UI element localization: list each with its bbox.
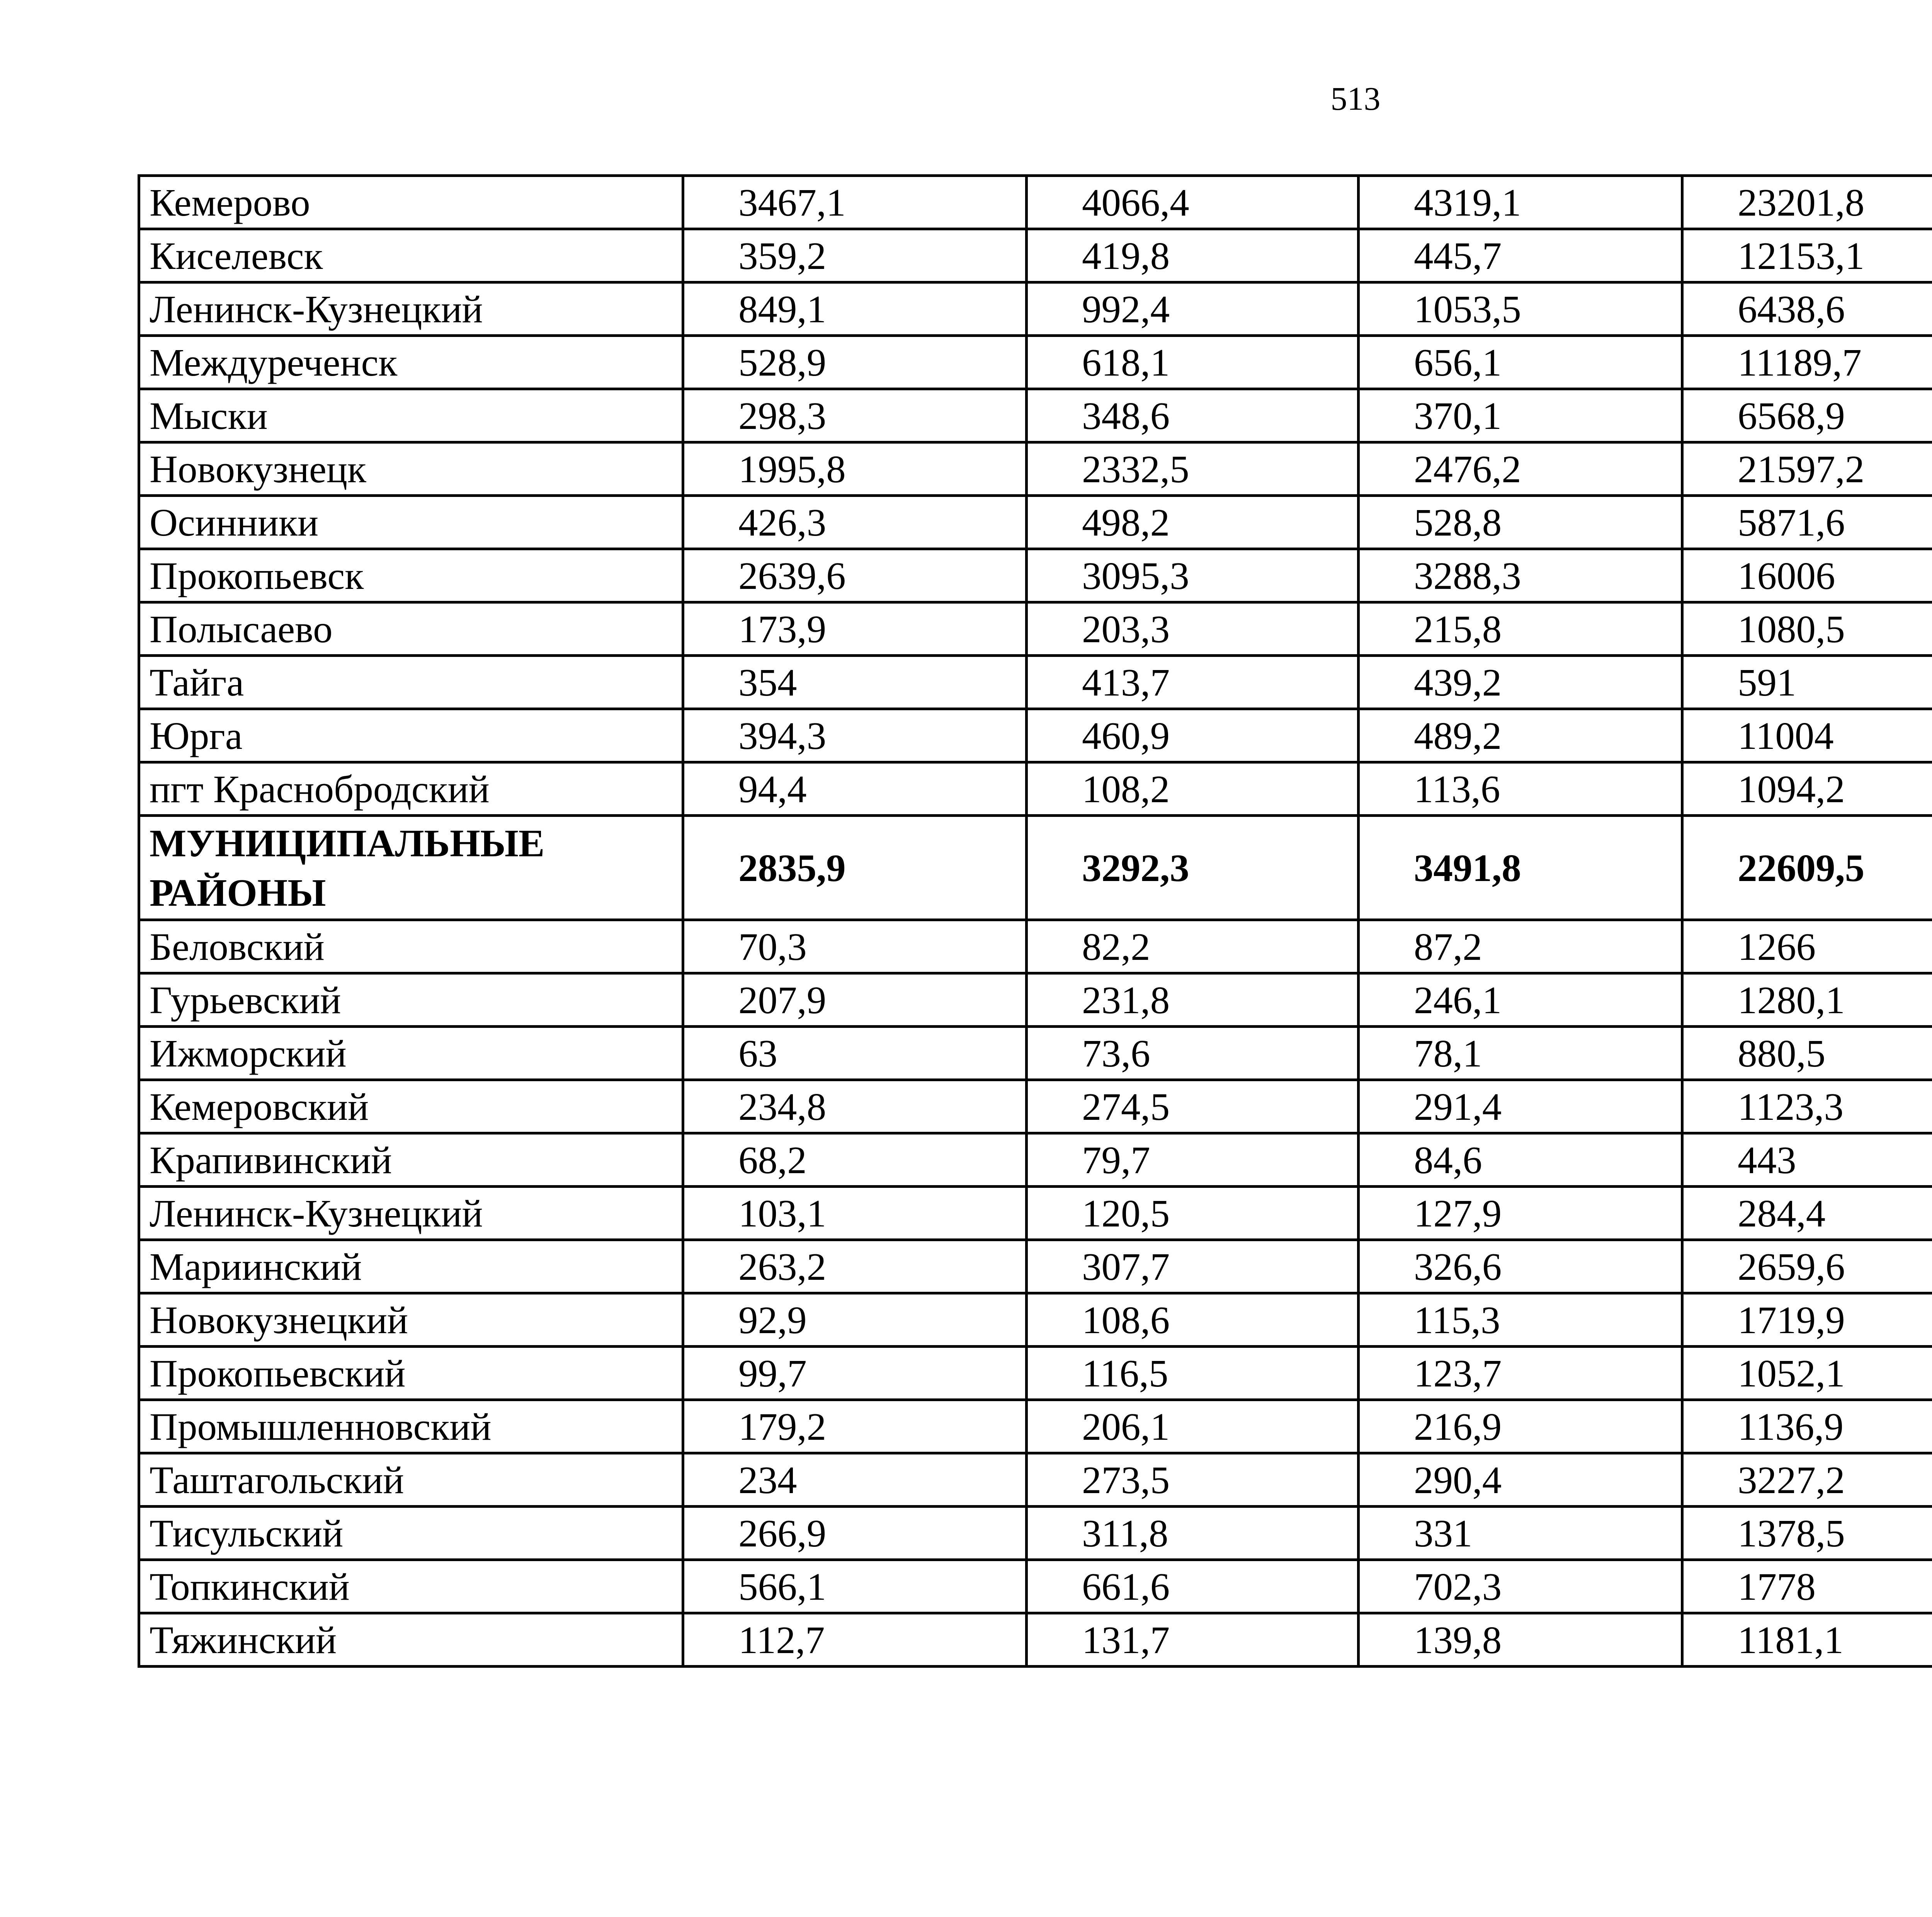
row-name-cell: Междуреченск bbox=[139, 336, 683, 389]
table-body bbox=[139, 176, 1932, 1667]
value-cell: 5871,6 bbox=[1682, 496, 1932, 549]
value-cell: 108,2 bbox=[1027, 762, 1359, 816]
value-cell: 234 bbox=[683, 1453, 1027, 1507]
table-row bbox=[139, 656, 1932, 709]
table-row bbox=[139, 1453, 1932, 1507]
table-row bbox=[139, 762, 1932, 816]
value-cell: 1719,9 bbox=[1682, 1293, 1932, 1347]
table-row bbox=[139, 336, 1932, 389]
row-name-cell: Тяжинский bbox=[139, 1613, 683, 1667]
table-row bbox=[139, 709, 1932, 762]
table-row bbox=[139, 1560, 1932, 1613]
value-cell: 120,5 bbox=[1027, 1187, 1359, 1240]
row-name-cell: Ижморский bbox=[139, 1027, 683, 1080]
row-name-cell: Полысаево bbox=[139, 602, 683, 656]
table-row bbox=[139, 1347, 1932, 1400]
data-table bbox=[138, 174, 1932, 1668]
value-cell: 284,4 bbox=[1682, 1187, 1932, 1240]
value-cell: 216,9 bbox=[1359, 1400, 1682, 1453]
value-cell: 127,9 bbox=[1359, 1187, 1682, 1240]
value-cell: 112,7 bbox=[683, 1613, 1027, 1667]
value-cell: 489,2 bbox=[1359, 709, 1682, 762]
value-cell: 290,4 bbox=[1359, 1453, 1682, 1507]
row-name-cell: Тисульский bbox=[139, 1507, 683, 1560]
value-cell: 113,6 bbox=[1359, 762, 1682, 816]
value-cell: 3467,1 bbox=[683, 176, 1027, 229]
value-cell: 82,2 bbox=[1027, 920, 1359, 973]
row-name-cell: Прокопьевск bbox=[139, 549, 683, 602]
table-row bbox=[139, 1240, 1932, 1293]
value-cell: 370,1 bbox=[1359, 389, 1682, 442]
value-cell: 426,3 bbox=[683, 496, 1027, 549]
value-cell: 298,3 bbox=[683, 389, 1027, 442]
value-cell: 528,8 bbox=[1359, 496, 1682, 549]
value-cell: 566,1 bbox=[683, 1560, 1027, 1613]
value-cell: 291,4 bbox=[1359, 1080, 1682, 1133]
value-cell: 116,5 bbox=[1027, 1347, 1359, 1400]
value-cell: 123,7 bbox=[1359, 1347, 1682, 1400]
row-name-cell: Новокузнецкий bbox=[139, 1293, 683, 1347]
row-name-cell: Тайга bbox=[139, 656, 683, 709]
value-cell: 661,6 bbox=[1027, 1560, 1359, 1613]
table-row bbox=[139, 1080, 1932, 1133]
table-row bbox=[139, 496, 1932, 549]
value-cell: 92,9 bbox=[683, 1293, 1027, 1347]
row-name-cell: пгт Краснобродский bbox=[139, 762, 683, 816]
value-cell: 70,3 bbox=[683, 920, 1027, 973]
table-row bbox=[139, 1027, 1932, 1080]
row-name-cell: Кемеровский bbox=[139, 1080, 683, 1133]
table-row bbox=[139, 1400, 1932, 1453]
value-cell: 331 bbox=[1359, 1507, 1682, 1560]
value-cell: 3491,8 bbox=[1359, 816, 1682, 920]
page-number: 513 bbox=[1330, 80, 1381, 117]
value-cell: 439,2 bbox=[1359, 656, 1682, 709]
value-cell: 348,6 bbox=[1027, 389, 1359, 442]
table-row bbox=[139, 442, 1932, 496]
table-row bbox=[139, 229, 1932, 282]
value-cell: 1094,2 bbox=[1682, 762, 1932, 816]
row-name-cell: Ленинск-Кузнецкий bbox=[139, 1187, 683, 1240]
value-cell: 1080,5 bbox=[1682, 602, 1932, 656]
value-cell: 1052,1 bbox=[1682, 1347, 1932, 1400]
value-cell: 6438,6 bbox=[1682, 282, 1932, 336]
row-name-cell: Юрга bbox=[139, 709, 683, 762]
value-cell: 73,6 bbox=[1027, 1027, 1359, 1080]
value-cell: 78,1 bbox=[1359, 1027, 1682, 1080]
value-cell: 1266 bbox=[1682, 920, 1932, 973]
value-cell: 2476,2 bbox=[1359, 442, 1682, 496]
value-cell: 992,4 bbox=[1027, 282, 1359, 336]
value-cell: 87,2 bbox=[1359, 920, 1682, 973]
row-name-cell: Таштагольский bbox=[139, 1453, 683, 1507]
value-cell: 460,9 bbox=[1027, 709, 1359, 762]
value-cell: 115,3 bbox=[1359, 1293, 1682, 1347]
row-name-cell: Мариинский bbox=[139, 1240, 683, 1293]
value-cell: 11004 bbox=[1682, 709, 1932, 762]
value-cell: 79,7 bbox=[1027, 1133, 1359, 1187]
value-cell: 849,1 bbox=[683, 282, 1027, 336]
value-cell: 2639,6 bbox=[683, 549, 1027, 602]
value-cell: 11189,7 bbox=[1682, 336, 1932, 389]
table-row bbox=[139, 282, 1932, 336]
value-cell: 1995,8 bbox=[683, 442, 1027, 496]
table-row bbox=[139, 1187, 1932, 1240]
value-cell: 3292,3 bbox=[1027, 816, 1359, 920]
value-cell: 203,3 bbox=[1027, 602, 1359, 656]
value-cell: 99,7 bbox=[683, 1347, 1027, 1400]
table-row bbox=[139, 1293, 1932, 1347]
table-row bbox=[139, 1133, 1932, 1187]
value-cell: 179,2 bbox=[683, 1400, 1027, 1453]
value-cell: 1123,3 bbox=[1682, 1080, 1932, 1133]
value-cell: 84,6 bbox=[1359, 1133, 1682, 1187]
value-cell: 207,9 bbox=[683, 973, 1027, 1027]
value-cell: 445,7 bbox=[1359, 229, 1682, 282]
value-cell: 443 bbox=[1682, 1133, 1932, 1187]
table-row bbox=[139, 816, 1932, 920]
row-name-cell: Новокузнецк bbox=[139, 442, 683, 496]
value-cell: 394,3 bbox=[683, 709, 1027, 762]
value-cell: 68,2 bbox=[683, 1133, 1027, 1187]
value-cell: 3227,2 bbox=[1682, 1453, 1932, 1507]
value-cell: 359,2 bbox=[683, 229, 1027, 282]
table-row bbox=[139, 1507, 1932, 1560]
row-name-cell: Промышленновский bbox=[139, 1400, 683, 1453]
table-row bbox=[139, 973, 1932, 1027]
value-cell: 1280,1 bbox=[1682, 973, 1932, 1027]
value-cell: 263,2 bbox=[683, 1240, 1027, 1293]
value-cell: 618,1 bbox=[1027, 336, 1359, 389]
value-cell: 591 bbox=[1682, 656, 1932, 709]
value-cell: 2835,9 bbox=[683, 816, 1027, 920]
row-name-cell: Беловский bbox=[139, 920, 683, 973]
row-name-cell: Мыски bbox=[139, 389, 683, 442]
table-row bbox=[139, 1613, 1932, 1667]
value-cell: 880,5 bbox=[1682, 1027, 1932, 1080]
row-name-cell: Крапивинский bbox=[139, 1133, 683, 1187]
table-row bbox=[139, 176, 1932, 229]
row-name-cell: Топкинский bbox=[139, 1560, 683, 1613]
value-cell: 273,5 bbox=[1027, 1453, 1359, 1507]
table-row bbox=[139, 389, 1932, 442]
value-cell: 1053,5 bbox=[1359, 282, 1682, 336]
value-cell: 108,6 bbox=[1027, 1293, 1359, 1347]
row-name-cell: МУНИЦИПАЛЬНЫЕ РАЙОНЫ bbox=[139, 816, 683, 920]
value-cell: 266,9 bbox=[683, 1507, 1027, 1560]
value-cell: 16006 bbox=[1682, 549, 1932, 602]
row-name-cell: Прокопьевский bbox=[139, 1347, 683, 1400]
table-row bbox=[139, 920, 1932, 973]
value-cell: 419,8 bbox=[1027, 229, 1359, 282]
value-cell: 702,3 bbox=[1359, 1560, 1682, 1613]
value-cell: 206,1 bbox=[1027, 1400, 1359, 1453]
value-cell: 326,6 bbox=[1359, 1240, 1682, 1293]
row-name-cell: Ленинск-Кузнецкий bbox=[139, 282, 683, 336]
value-cell: 656,1 bbox=[1359, 336, 1682, 389]
value-cell: 63 bbox=[683, 1027, 1027, 1080]
value-cell: 3288,3 bbox=[1359, 549, 1682, 602]
value-cell: 1136,9 bbox=[1682, 1400, 1932, 1453]
value-cell: 498,2 bbox=[1027, 496, 1359, 549]
row-name-cell: Гурьевский bbox=[139, 973, 683, 1027]
value-cell: 2332,5 bbox=[1027, 442, 1359, 496]
row-name-cell: Осинники bbox=[139, 496, 683, 549]
value-cell: 94,4 bbox=[683, 762, 1027, 816]
value-cell: 23201,8 bbox=[1682, 176, 1932, 229]
value-cell: 103,1 bbox=[683, 1187, 1027, 1240]
row-name-cell: Киселевск bbox=[139, 229, 683, 282]
value-cell: 4319,1 bbox=[1359, 176, 1682, 229]
value-cell: 311,8 bbox=[1027, 1507, 1359, 1560]
value-cell: 1778 bbox=[1682, 1560, 1932, 1613]
value-cell: 173,9 bbox=[683, 602, 1027, 656]
value-cell: 6568,9 bbox=[1682, 389, 1932, 442]
table-row bbox=[139, 602, 1932, 656]
value-cell: 231,8 bbox=[1027, 973, 1359, 1027]
value-cell: 354 bbox=[683, 656, 1027, 709]
table-row bbox=[139, 549, 1932, 602]
row-name-cell: Кемерово bbox=[139, 176, 683, 229]
value-cell: 139,8 bbox=[1359, 1613, 1682, 1667]
value-cell: 246,1 bbox=[1359, 973, 1682, 1027]
value-cell: 22609,5 bbox=[1682, 816, 1932, 920]
value-cell: 274,5 bbox=[1027, 1080, 1359, 1133]
value-cell: 2659,6 bbox=[1682, 1240, 1932, 1293]
value-cell: 21597,2 bbox=[1682, 442, 1932, 496]
value-cell: 234,8 bbox=[683, 1080, 1027, 1133]
value-cell: 1378,5 bbox=[1682, 1507, 1932, 1560]
value-cell: 131,7 bbox=[1027, 1613, 1359, 1667]
value-cell: 215,8 bbox=[1359, 602, 1682, 656]
value-cell: 4066,4 bbox=[1027, 176, 1359, 229]
value-cell: 528,9 bbox=[683, 336, 1027, 389]
value-cell: 413,7 bbox=[1027, 656, 1359, 709]
value-cell: 12153,1 bbox=[1682, 229, 1932, 282]
value-cell: 307,7 bbox=[1027, 1240, 1359, 1293]
value-cell: 1181,1 bbox=[1682, 1613, 1932, 1667]
value-cell: 3095,3 bbox=[1027, 549, 1359, 602]
